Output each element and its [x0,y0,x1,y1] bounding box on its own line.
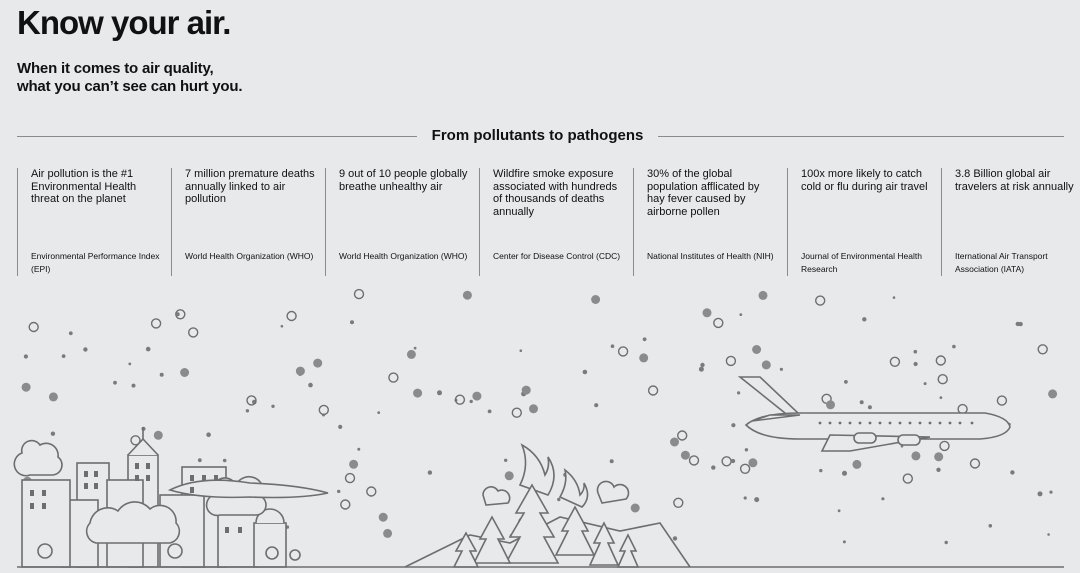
page-subtitle [17,60,417,96]
particle [357,448,360,451]
air-illustration [0,285,1080,573]
particle [938,375,947,384]
particle [914,350,918,354]
divider-line-left [17,136,417,137]
particle [407,350,416,359]
divider-line-right [658,136,1064,137]
particle [296,367,305,376]
particle [619,347,628,356]
particle [754,497,759,502]
particle [505,471,514,480]
particle [924,382,927,385]
particle [413,389,422,398]
particle [862,317,866,321]
particle [1048,389,1057,398]
particle [62,354,66,358]
particle [860,400,864,404]
particle [744,496,747,499]
particle [1016,322,1020,326]
particle [152,319,161,328]
particle [971,459,980,468]
particle [287,312,296,321]
particle [463,291,472,300]
particle [428,470,432,474]
particle [703,308,712,317]
particle [350,320,354,324]
airplane-engine [854,433,876,443]
particle [714,318,723,327]
particle [681,451,690,460]
particle [504,459,507,462]
smoke-cloud [483,487,510,505]
particle [470,400,473,403]
particle [893,296,896,299]
particle [748,458,757,467]
particle [643,337,647,341]
particle [843,540,846,543]
stat-source: Journal of Environmental Health Research [801,251,922,274]
particle [674,498,683,507]
particle [29,323,38,332]
stat-source: World Health Organization (WHO) [185,251,314,261]
particle [673,536,677,540]
particle [903,474,912,483]
stat-card [325,168,479,276]
particle [529,404,538,413]
stat-card [17,168,171,276]
airplane-engine [898,435,920,445]
particle [752,345,761,354]
particle [639,353,648,362]
particle [711,465,715,469]
particle [176,312,180,316]
stat-source: Center for Disease Control (CDC) [493,251,621,261]
airplane-illustration [740,377,1010,451]
particle [189,328,198,337]
particle [338,425,342,429]
particle [591,295,600,304]
particle [780,368,783,371]
stat-card [787,168,941,276]
particle [852,460,861,469]
subtitle-line-2: what you can’t see can hurt you. [17,78,243,95]
particle [512,408,521,417]
particle [699,367,704,372]
stat-source: World Health Organization (WHO) [339,251,468,261]
particle [914,362,918,366]
particle [319,405,328,414]
stat-fact: 7 million premature deaths annually linked to air pollution [185,168,315,205]
stat-card [479,168,633,276]
cloud [14,441,62,476]
stat-fact: 100x more likely to catch cold or flu during air travel [801,168,928,193]
particle [69,331,73,335]
particle [745,448,748,451]
building [254,523,286,567]
particle [341,500,350,509]
particle [337,490,340,493]
particle [271,405,274,408]
particle [113,381,117,385]
particle [313,359,322,368]
tree [38,544,52,558]
particle [1049,491,1052,494]
particle [868,405,872,409]
particle [437,390,442,395]
particle [842,471,847,476]
particle [722,457,731,466]
particle [472,392,481,401]
particle [51,432,55,436]
tree [290,550,300,560]
particle [936,468,940,472]
particle [690,456,699,465]
particle [678,431,687,440]
particle [936,356,945,365]
particle [881,497,884,500]
particle [488,410,492,414]
wildfire-illustration [405,445,690,567]
particle [223,459,227,463]
particle [952,345,956,349]
particle [737,391,740,394]
particle [940,441,949,450]
section-divider [17,126,1064,146]
city-illustration [14,427,328,567]
stat-fact: 9 out of 10 people globally breathe unhealthy air [339,168,468,193]
particle [726,356,735,365]
particle [819,469,822,472]
particle [838,509,841,512]
particle [731,459,735,463]
particle [934,452,943,461]
stat-source: National Institutes of Health (NIH) [647,251,774,261]
particle [520,349,523,352]
particle [522,386,531,395]
particle [246,409,249,412]
particle [383,529,392,538]
particle [826,400,835,409]
particle [631,504,640,513]
particle [731,423,735,427]
particle [198,458,202,462]
particle [355,290,364,299]
airplane-tail [740,377,798,417]
stat-card [171,168,325,276]
particle [610,459,614,463]
tree [266,547,278,559]
particle [997,396,1006,405]
stats-row [17,168,1074,280]
particle [557,498,560,501]
particle [890,357,899,366]
particle [1038,491,1043,496]
particle [346,474,355,483]
particle [759,291,768,300]
particle [128,363,131,366]
particle [989,524,993,528]
particle [816,296,825,305]
section-heading: From pollutants to pathogens [431,127,644,144]
particle [611,344,615,348]
particle [24,354,28,358]
particle [180,368,189,377]
particle [414,347,417,350]
particle [206,432,211,437]
particle [389,373,398,382]
particle [739,313,742,316]
subtitle-line-1: When it comes to air quality, [17,60,214,77]
building-roof [128,439,158,455]
stat-fact: Wildfire smoke exposure associated with hundreds of thousands of deaths annually [493,168,618,218]
particle [154,431,163,440]
particle [700,363,704,367]
particle [22,383,31,392]
particle [1047,533,1050,536]
smoke-cloud [597,481,628,503]
particle [911,451,920,460]
stat-card [941,168,1074,276]
particle [367,487,376,496]
particle [83,347,87,351]
stat-fact: 3.8 Billion global air travelers at risk annually [955,168,1074,193]
page-title: Know your air. [17,4,231,41]
particle [649,386,658,395]
particle [281,325,284,328]
particle [132,384,136,388]
particle [377,411,380,414]
stat-fact: 30% of the global population afflicated by hay fever caused by airborne pollen [647,168,760,218]
particle [49,392,58,401]
flame [520,445,554,495]
particle [160,373,164,377]
stat-fact: Air pollution is the #1 Environmental Health threat on the planet [31,168,137,205]
particle [308,383,313,388]
particle [844,380,848,384]
particle [741,464,750,473]
particle [1038,345,1047,354]
tree [168,544,182,558]
particle [945,541,948,544]
particle [670,438,679,447]
particle [146,347,151,352]
pine-tree [556,507,594,555]
particle [349,460,358,469]
stat-source: Environmental Performance Index (EPI) [31,251,160,274]
particle [379,513,388,522]
particle [1010,470,1014,474]
particle [940,396,943,399]
particle [762,360,771,369]
stat-source: Iternational Air Transport Association (IATA) [955,251,1048,274]
particle [594,403,598,407]
stat-card [633,168,787,276]
particle [583,370,588,375]
